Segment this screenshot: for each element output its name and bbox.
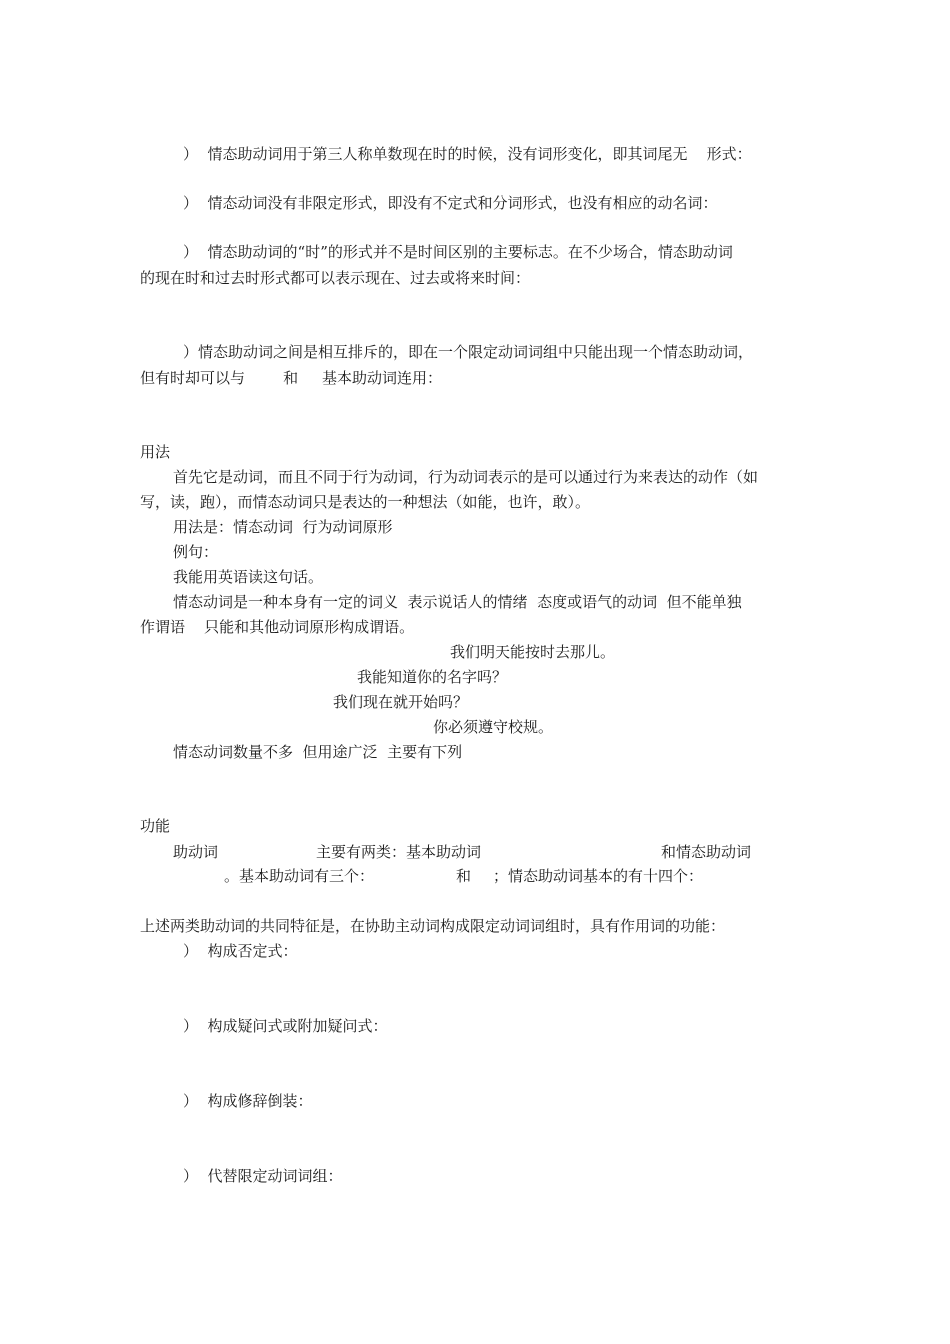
definition-line1: 情态动词是一种本身有一定的词义 表示说话人的情绪 态度或语气的动词 但不能单独	[173, 593, 742, 611]
example-sentence-5: 你必须遵守校规。	[433, 718, 554, 736]
usage-rule: 用法是：情态动词 行为动词原形	[173, 518, 393, 536]
function-1: ） 构成否定式：	[183, 942, 298, 960]
function-2: ） 构成疑问式或附加疑问式：	[183, 1017, 388, 1035]
modal-feature-4-line1: ）情态助动词之间是相互排斥的，即在一个限定动词词组中只能出现一个情态助动词，	[183, 343, 754, 361]
definition-line2: 作谓语 只能和其他动词原形构成谓语。	[140, 618, 415, 636]
modal-feature-3-line1: ） 情态助动词的“时”的形式并不是时间区别的主要标志。在不少场合，情态助动词	[183, 243, 733, 261]
usage-paragraph-line2: 写，读，跑），而情态动词只是表达的一种想法（如能，也许，敢）。	[140, 493, 591, 511]
modal-feature-2: ） 情态动词没有非限定形式，即没有不定式和分词形式，也没有相应的动名词：	[183, 194, 718, 212]
example-sentence-4: 我们现在就开始吗？	[333, 693, 469, 711]
modal-feature-3-line2: 的现在时和过去时形式都可以表示现在、过去或将来时间：	[140, 269, 531, 287]
modal-feature-4-line2: 但有时却可以与 和 基本助动词连用：	[140, 369, 442, 387]
common-feature: 上述两类助动词的共同特征是，在协助主动词构成限定动词词组时，具有作用词的功能：	[140, 917, 726, 935]
modal-auxiliaries-count: ；情态助动词基本的有十四个：	[493, 867, 704, 885]
function-4: ） 代替限定动词词组：	[183, 1167, 343, 1185]
example-sentence-2: 我们明天能按时去那儿。	[450, 643, 616, 661]
example-label: 例句：	[173, 543, 219, 561]
usage-summary: 情态动词数量不多 但用途广泛 主要有下列	[173, 743, 463, 761]
usage-paragraph-line1: 首先它是动词，而且不同于行为动词，行为动词表示的是可以通过行为来表达的动作（如	[173, 468, 759, 486]
modal-feature-1: ） 情态助动词用于第三人称单数现在时的时候，没有词形变化，即其词尾无 形式：	[183, 145, 752, 163]
function-heading: 功能	[140, 817, 171, 835]
auxiliary-types: 主要有两类：基本助动词	[316, 843, 482, 861]
modal-auxiliary-label: 和情态助动词	[661, 843, 752, 861]
function-3: ） 构成修辞倒装：	[183, 1092, 313, 1110]
example-sentence-3: 我能知道你的名字吗？	[357, 668, 508, 686]
primary-auxiliaries: 。基本助动词有三个：	[224, 867, 375, 885]
usage-heading: 用法	[140, 443, 171, 461]
example-sentence-1: 我能用英语读这句话。	[173, 568, 324, 586]
auxiliary-label: 助动词	[173, 843, 219, 861]
and-word: 和	[456, 867, 472, 885]
